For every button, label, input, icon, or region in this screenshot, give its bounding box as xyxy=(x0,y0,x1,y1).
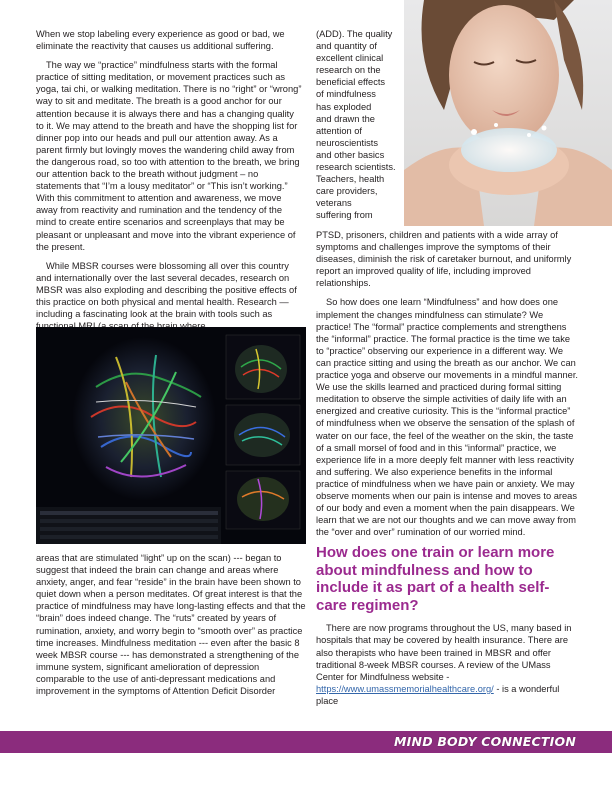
paragraph-text: - is a wonderful place xyxy=(316,683,560,706)
text-line: has exploded xyxy=(316,101,372,112)
text-line: veterans xyxy=(316,198,352,209)
text-line: and quantity of xyxy=(316,41,377,52)
umass-website-link[interactable]: https://www.umassmemorialhealthcare.org/ xyxy=(316,683,494,694)
paragraph: So how does one learn “Mindfulness” and how does one implement the changes mindfulness can stimulate? We practice! The “formal” practice complements and strengthens the “informal” practice. The formal practice is the time we take to “practice” observing our experience in a different way. We can practice sitting and using the breath as our anchor. We can practice yoga and observe our movements in a mindful manner. We use the skills learned and practiced during formal sitting meditation to observe the simple activities of daily life with an energized and creative curiosity. This is the “informal practice” of mindfulness when we observe the sensation of the splash of water on our face, the feel of the weather on the skin, the taste of a small morsel of food and in this “informal” practice, we experience life in a more deeply felt manner with less reactivity and suffering. We also experience benefits in the informal practice of mindfulness when we have pain or anxiety. We may observe moments when our pain is intense and moves to areas of our body and even a moment when the pain disappears. We learn that we are not our thoughts and we can move away from the “over and over” rumination of our worried mind. xyxy=(316,297,579,538)
right-column-main xyxy=(316,229,578,707)
section-heading: How does one train or learn more about mindfulness and how to include it as part of a health self-care regimen? xyxy=(316,544,555,614)
paragraph xyxy=(316,622,578,707)
left-column-top xyxy=(36,28,304,332)
text-line: care providers, xyxy=(316,186,378,197)
paragraph: While MBSR courses were blossoming all over this country and internationally over the last several decades, research on MBSR was also exploding and describing the positive effects of this practice on both physical and mental health. Research — including a fascinating look at the brain with tools such as xyxy=(36,260,297,320)
text-line: attention of xyxy=(316,125,363,136)
text-line: beneficial effects xyxy=(316,77,386,88)
right-column-top xyxy=(316,28,400,222)
text-line: and drawn the xyxy=(316,113,375,124)
text-line: (ADD). The quality xyxy=(316,29,393,39)
text-line: and other basics xyxy=(316,149,385,160)
text-line: research on the xyxy=(316,65,381,76)
text-line: excellent clinical xyxy=(316,53,384,64)
paragraph: When we stop labeling every experience as good or bad, we eliminate the reactivity that causes us additional suffering. xyxy=(36,29,285,52)
footer-title: MIND BODY CONNECTION xyxy=(394,734,576,749)
woman-splashing-water-photo xyxy=(404,0,612,226)
left-column-bottom xyxy=(36,552,306,697)
text-line: suffering from xyxy=(316,210,373,221)
text-line: of mindfulness xyxy=(316,89,376,100)
text-line: Teachers, health xyxy=(316,174,385,185)
paragraph: areas that are stimulated “light” up on the scan) --- began to suggest that indeed the brain can change and areas where anxiety, anger, and fear “reside” in the brain have been shown to quiet down when a person meditates. Of great interest is that the practice of mindfulness may have long-lasting effects and that the “brain” does indeed change. The “ruts” created by years of rumination, anxiety, and worry begin to “smooth over” as practice time increases. Mindfulness meditation --- even after the basic 8 week MBSR course --- has demonstrated a strengthening of the immune system, significant amelioration of depression comparable to the use of anti-depressant medications and improvement in the symptoms of Attention Deficit Disorder xyxy=(36,553,306,697)
text-line: research scientists. xyxy=(316,162,396,173)
paragraph: The way we “practice” mindfulness starts with the formal practice of sitting meditation, or movement practices such as yoga, tai chi, or walking meditation. There is no “right” or “wrong” way to sit and meditate. The breath is a good anchor for our attention because it is always there and has a changing quality to it. We may attend to the breath and have the shopping list for dinner pop into our heads and pull our attention away. As a parent firmly but lovingly moves the wandering child away from the dangerous road, so too with attention to the breath, we bring our attention back to the breath without judgment – no statements that “I’m a lousy meditator” or “This isn’t working.” With this commitment to attention and awareness, we move away from reactivity and rumination and the tendency of the mind to create entire scenarios and screenplays that may be pleasant or unpleasant and move into the vibrant experience of the present. xyxy=(36,60,302,252)
brain-scan-image xyxy=(36,327,306,544)
paragraph: PTSD, prisoners, children and patients with a wide array of symptoms and challenges improve the symptoms of their diseases, diminish the risk of caretaker burnout, and uniformly report an improved quality of life, including improved relationships. xyxy=(316,230,572,289)
paragraph-text: There are now programs throughout the US, many based in hospitals that may be covered by health insurance. There are also therapists who have been trained in MBSR and offer traditional 8-week MBSR courses. A review of the UMass Center for Mindfulness website - xyxy=(316,623,572,682)
text-line: neuroscientists xyxy=(316,137,379,148)
